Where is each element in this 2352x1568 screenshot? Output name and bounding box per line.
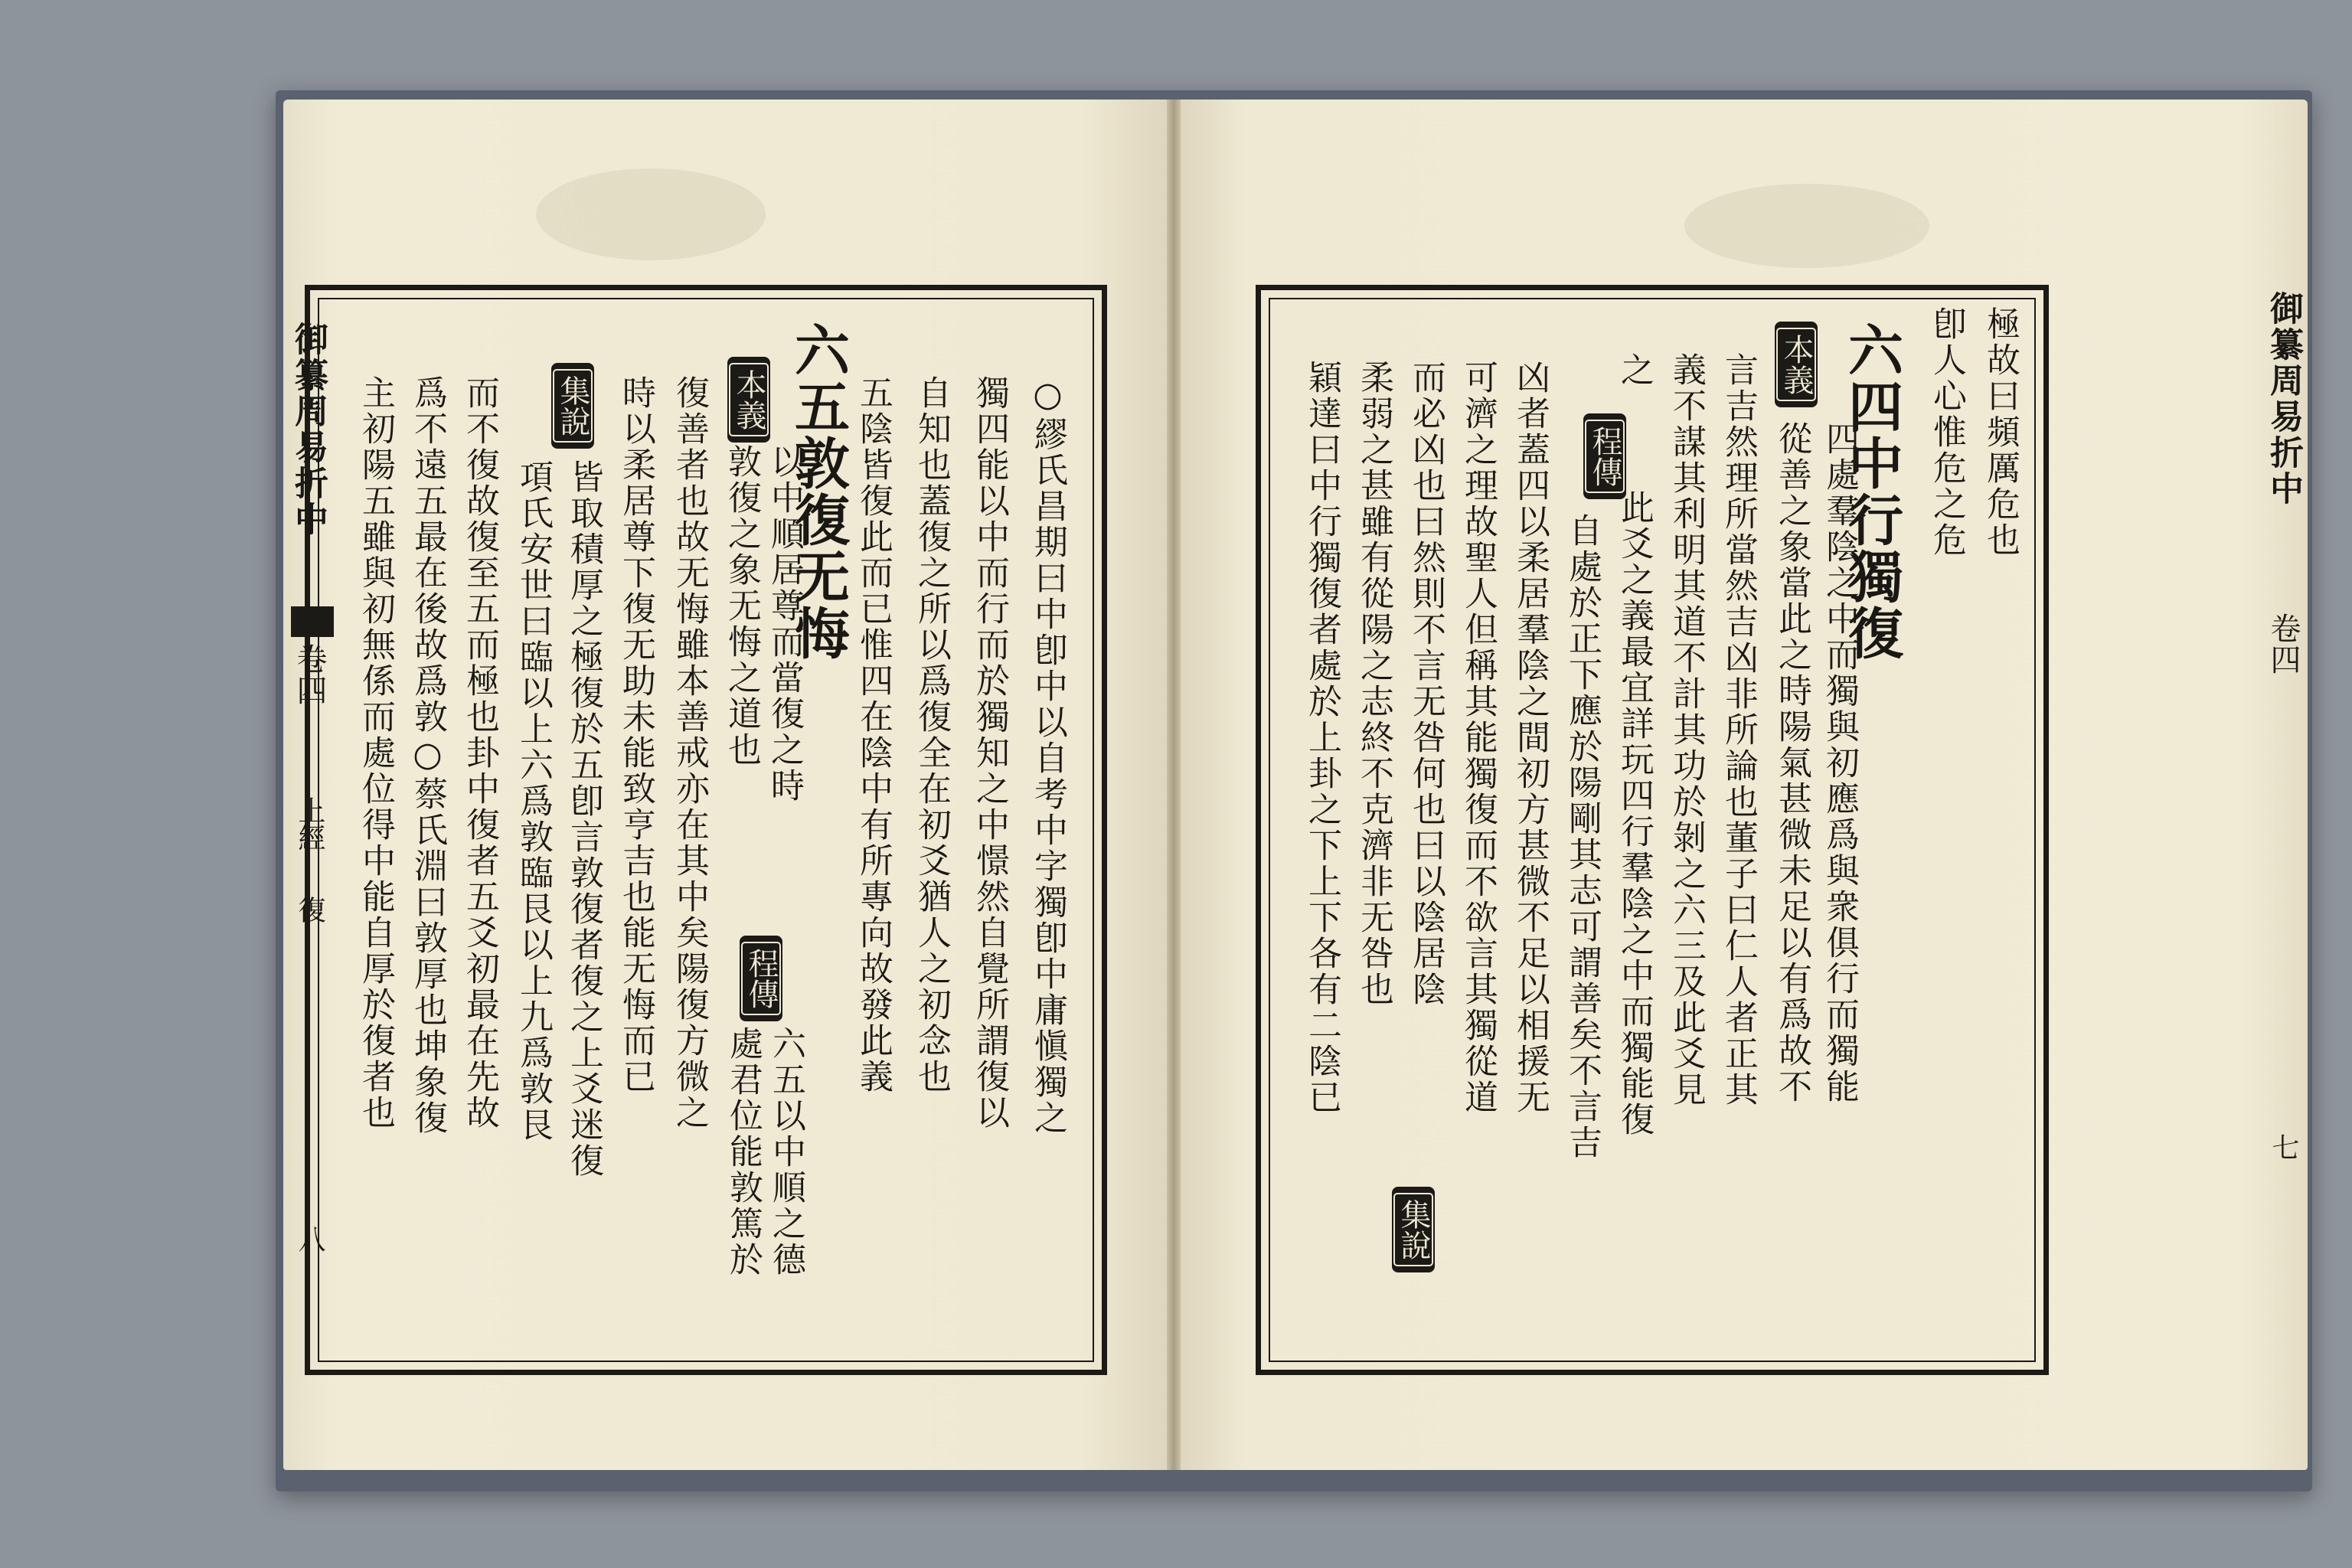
left-col-03: 自知也蓋復之所以爲復全在初爻猶人之初念也 — [912, 375, 951, 1095]
left-col-11: 皆取積厚之極復於五卽言敦復者復之上爻迷復 — [564, 459, 603, 1179]
right-margin-title: 御纂周易折中 — [2264, 291, 2303, 507]
right-col-06: 義不謀其利明其道不計其功於剝之六三及此爻見 — [1667, 352, 1706, 1108]
right-col-10: 凶者蓋四以柔居羣陰之間初方甚微不足以相援无 — [1511, 360, 1550, 1116]
chengzhuan-label-right: 程傳 — [1583, 413, 1626, 499]
left-col-02: 獨四能以中而行而於獨知之中憬然自覺所謂復以 — [970, 375, 1009, 1131]
left-margin-title: 御纂周易折中 — [289, 322, 328, 537]
jishuo-label-left: 集說 — [551, 363, 594, 449]
left-margin-section: 上經 — [294, 796, 325, 851]
left-col-05: 以中順居尊而當復之時 — [765, 444, 804, 804]
benyi-label-right: 本義 — [1775, 322, 1818, 407]
left-margin-volume: 卷四 — [292, 643, 327, 706]
right-col-15: 穎達曰中行獨復者處於上卦之下上下各有二陰已 — [1302, 360, 1341, 1116]
left-col-09: 復善者也故无悔雖本善戒亦在其中矣陽復方微之 — [670, 375, 709, 1131]
fish-tail-mark — [291, 606, 334, 637]
book-gutter — [1167, 100, 1181, 1470]
left-col-13: 而不復故復至五而極也卦中復者五爻初最在先故 — [460, 375, 499, 1131]
right-col-05: 言吉然理所當然吉凶非所論也董子曰仁人者正其 — [1719, 352, 1758, 1108]
left-col-04: 五陰皆復此而已惟四在陰中有所專向故發此義 — [854, 375, 893, 1095]
benyi-label-left: 本義 — [727, 357, 770, 443]
right-col-01: 極故曰頻厲危也 — [1981, 306, 2020, 558]
right-hexagram-heading: 六四中行獨復 — [1839, 322, 1904, 662]
right-col-02: 卽人心惟危之危 — [1927, 306, 1966, 558]
left-col-08: 處君位能敦篤於 — [724, 1026, 763, 1278]
left-col-12: 項氏安世曰臨以上六爲敦臨艮以上九爲敦艮 — [514, 459, 553, 1143]
left-margin-hexagram: 復 — [294, 896, 325, 923]
left-col-01: ○繆氏昌期曰中卽中以自考中字獨卽中庸愼獨之 — [1028, 375, 1067, 1136]
paper-stain — [536, 168, 766, 260]
right-col-12: 而必凶也曰然則不言无咎何也曰以陰居陰 — [1406, 360, 1446, 1008]
right-margin-volume: 卷四 — [2265, 612, 2301, 675]
left-hexagram-heading: 六五敦復无悔 — [786, 322, 851, 662]
right-col-04: 從善之象當此之時陽氣甚微未足以有爲故不 — [1772, 421, 1811, 1105]
left-margin-page-number: 八 — [294, 1225, 325, 1253]
right-col-03: 四處羣陰之中而獨與初應爲與衆俱行而獨能 — [1820, 421, 1859, 1105]
paper-stain — [1684, 184, 1929, 268]
jishuo-label-right: 集說 — [1392, 1187, 1435, 1272]
left-col-06: 敦復之象无悔之道也 — [722, 444, 761, 768]
left-col-14: 爲不遠五最在後故爲敦○蔡氏淵曰敦厚也坤象復 — [408, 375, 447, 1136]
left-col-15: 主初陽五雖與初無係而處位得中能自厚於復者也 — [356, 375, 395, 1131]
right-col-07: 之 — [1615, 352, 1654, 388]
right-col-09: 自處於正下應於陽剛其志可謂善矣不言吉 — [1563, 513, 1602, 1161]
right-col-08: 此爻之義最宜詳玩四行羣陰之中而獨能復 — [1615, 490, 1654, 1138]
right-margin-page-number: 七 — [2268, 1133, 2299, 1161]
right-col-11: 可濟之理故聖人但稱其能獨復而不欲言其獨從道 — [1459, 360, 1498, 1116]
left-col-10: 時以柔居尊下復无助未能致亨吉也能无悔而已 — [616, 375, 655, 1095]
left-col-07: 六五以中順之德 — [766, 1026, 805, 1278]
right-col-13: 柔弱之甚雖有從陽之志終不克濟非无咎也 — [1354, 360, 1393, 1008]
chengzhuan-label-left: 程傳 — [740, 936, 782, 1021]
